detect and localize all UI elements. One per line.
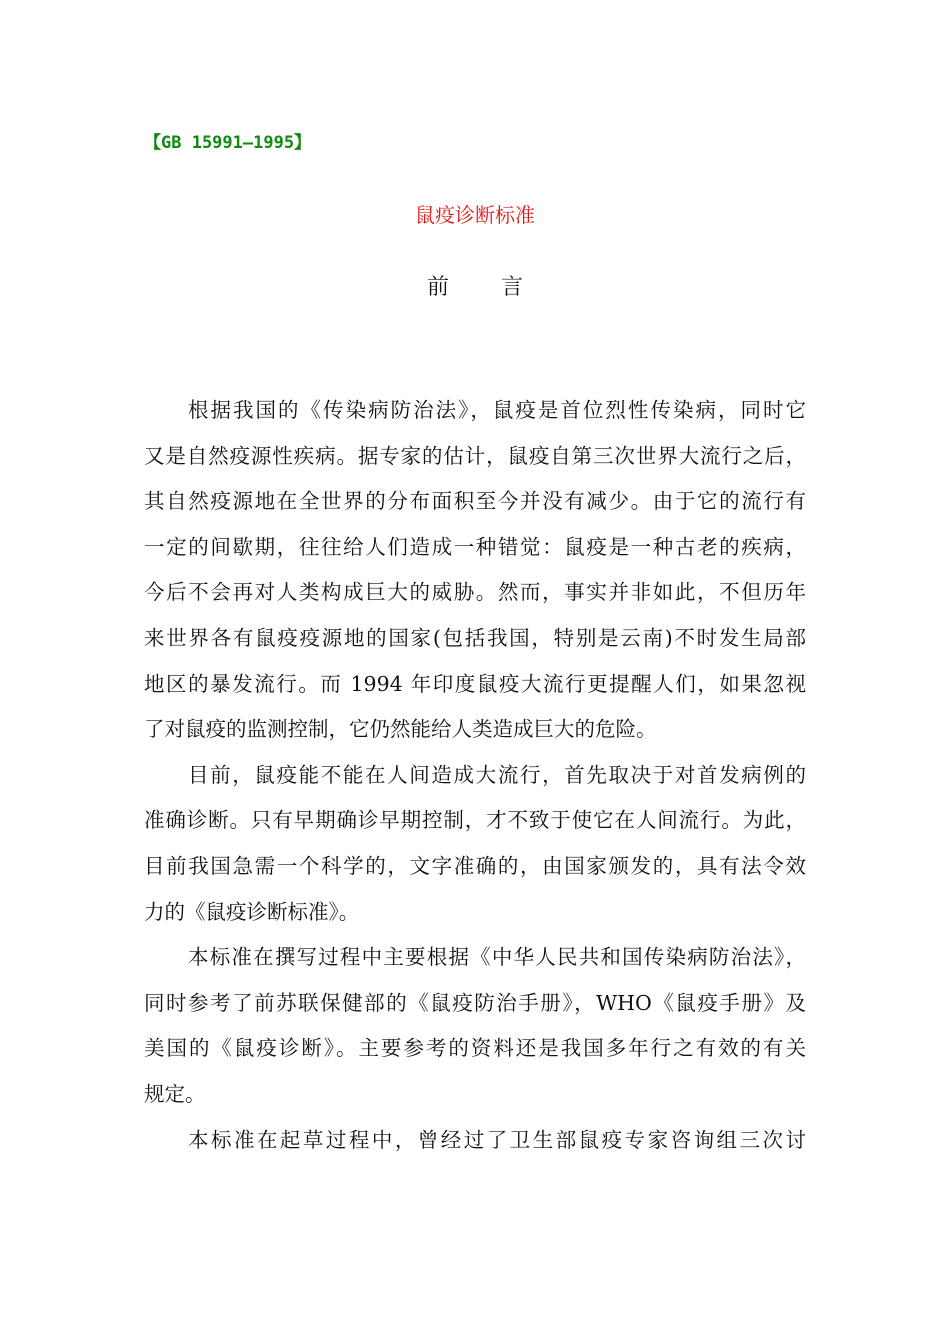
paragraph-line: 其自然疫源地在全世界的分布面积至今并没有减少。由于它的流行有: [144, 489, 806, 514]
paragraph-line: 目前，鼠疫能不能在人间造成大流行，首先取决于对首发病例的: [188, 762, 806, 787]
paragraph-line: 目前我国急需一个科学的，文字准确的，由国家颁发的，具有法令效: [144, 853, 806, 878]
paragraph-line: 同时参考了前苏联保健部的《鼠疫防治手册》，WHO《鼠疫手册》及: [144, 990, 806, 1015]
paragraph-line: 美国的《鼠疫诊断》。主要参考的资料还是我国多年行之有效的有关: [144, 1036, 806, 1061]
paragraph-line: 一定的间歇期，往往给人们造成一种错觉：鼠疫是一种古老的疾病，: [144, 534, 806, 559]
paragraph-line: 规定。: [144, 1081, 206, 1106]
paragraph-line: 地区的暴发流行。而 1994 年印度鼠疫大流行更提醒人们，如果忽视: [144, 671, 806, 696]
paragraph-line: 了对鼠疫的监测控制，它仍然能给人类造成巨大的危险。: [144, 717, 657, 742]
section-title-char: 言: [501, 275, 524, 300]
paragraph-line: 准确诊断。只有早期确诊早期控制，才不致于使它在人间流行。为此，: [144, 808, 806, 833]
paragraph-line: 本标准在起草过程中，曾经过了卫生部鼠疫专家咨询组三次讨: [188, 1127, 806, 1152]
standard-code: 【GB 15991—1995】: [144, 133, 312, 153]
body-text: [144, 388, 806, 1163]
document-title: 鼠疫诊断标准: [415, 203, 535, 227]
paragraph-line: 根据我国的《传染病防治法》，鼠疫是首位烈性传染病，同时它: [188, 398, 806, 422]
paragraph-line: 又是自然疫源性疾病。据专家的估计，鼠疫自第三次世界大流行之后，: [144, 443, 806, 468]
paragraph-line: 今后不会再对人类构成巨大的威胁。然而，事实并非如此，不但历年: [144, 580, 806, 605]
section-title-char: 前: [426, 275, 449, 300]
paragraph-line: 力的《鼠疫诊断标准》。: [144, 899, 360, 924]
paragraph-line: 来世界各有鼠疫疫源地的国家(包括我国，特别是云南)不时发生局部: [144, 625, 806, 650]
paragraph-line: 本标准在撰写过程中主要根据《中华人民共和国传染病防治法》，: [188, 945, 806, 970]
section-title-preface: [0, 270, 950, 301]
